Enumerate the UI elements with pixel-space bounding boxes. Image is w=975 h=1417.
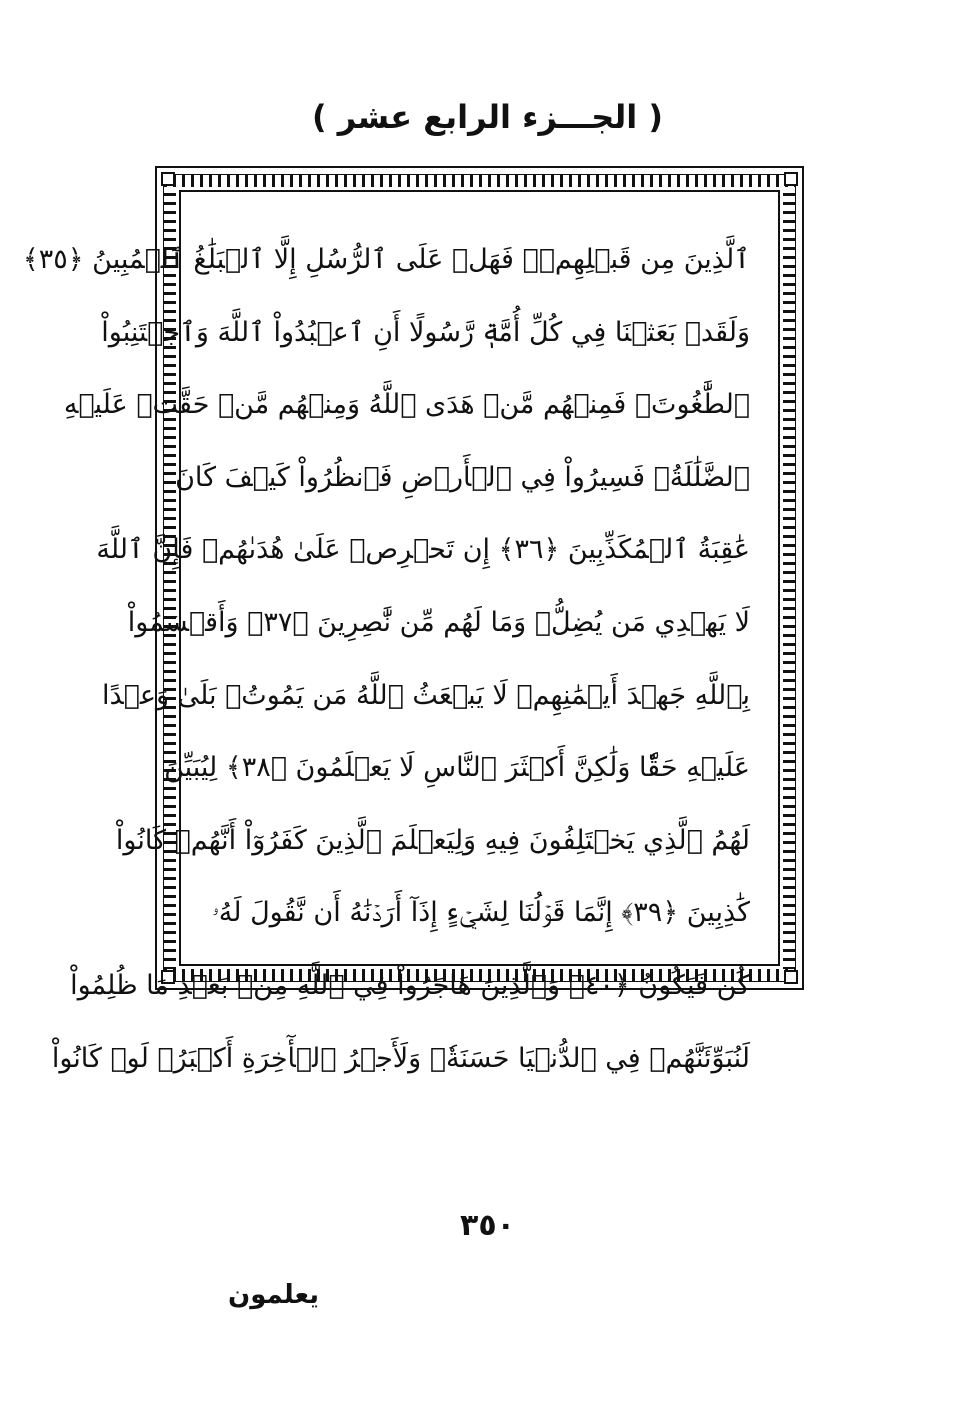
- page-number: ٣٥٠: [460, 1208, 515, 1243]
- page-frame: [22, 166, 804, 1074]
- verse-line: ٱلضَّلَٰلَةُۚ فَسِيرُواْ فِي ٱلۡأَرۡضِ فَٱنظُرُواْ كَيۡفَ كَانَ: [175, 461, 750, 493]
- frame-corner-top-right: [784, 172, 798, 186]
- verse-line: كُن فَيَكُونُ ﴿٤٠﴾ وَٱلَّذِينَ هَاجَرُواْ فِي ٱللَّهِ مِنۢ بَعۡدِ مَا ظُلِمُواْ: [70, 969, 750, 1001]
- page-header: ( الجـــزء الرابع عشر ): [312, 98, 663, 136]
- verse-line: عَٰقِبَةُ ٱلۡمُكَذِّبِينَ ﴿٣٦﴾ إِن تَحۡرِصۡ عَلَىٰ هُدَىٰهُمۡ فَإِنَّ ٱللَّهَ: [96, 534, 750, 566]
- verse-line: كَٰذِبِينَ ﴿٣٩﴾ إِنَّمَا قَوۡلُنَا لِشَيۡءٍ إِذَآ أَرَدۡنَٰهُ أَن نَّقُولَ لَهُۥ: [212, 897, 750, 929]
- verse-line: عَلَيۡهِ حَقّٗا وَلَٰكِنَّ أَكۡثَرَ ٱلنَّاسِ لَا يَعۡلَمُونَ ﴿٣٨﴾ لِيُبَيِّنَ: [164, 752, 750, 784]
- verse-line: ٱلطَّٰغُوتَۖ فَمِنۡهُم مَّنۡ هَدَى ٱللَّهُ وَمِنۡهُم مَّنۡ حَقَّتۡ عَلَيۡهِ: [63, 389, 750, 421]
- verse-text-block: [22, 224, 750, 1095]
- verse-line: لَنُبَوِّئَنَّهُمۡ فِي ٱلدُّنۡيَا حَسَنَةٗۖ وَلَأَجۡرُ ٱلۡأٓخِرَةِ أَكۡبَرُۚ لَوۡ كَانُواْ: [51, 1042, 750, 1074]
- frame-corner-bottom-right: [784, 970, 798, 984]
- verse-line: بِٱللَّهِ جَهۡدَ أَيۡمَٰنِهِمۡ لَا يَبۡعَثُ ٱللَّهُ مَن يَمُوتُۚ بَلَىٰ وَعۡدًا: [101, 679, 750, 711]
- verse-line: ٱلَّذِينَ مِن قَبۡلِهِمۡۚ فَهَلۡ عَلَى ٱلرُّسُلِ إِلَّا ٱلۡبَلَٰغُ ٱلۡمُبِينُ ﴿٣٥﴾: [22, 244, 750, 275]
- verse-line: وَلَقَدۡ بَعَثۡنَا فِي كُلِّ أُمَّةٖ رَّسُولًا أَنِ ٱعۡبُدُواْ ٱللَّهَ وَٱجۡتَنِبُواْ: [101, 316, 750, 348]
- verse-line: لَا يَهۡدِي مَن يُضِلُّۖ وَمَا لَهُم مِّن نَّٰصِرِينَ ﴿٣٧﴾ وَأَقۡسَمُواْ: [127, 606, 750, 638]
- frame-corner-top-left: [161, 172, 175, 186]
- verse-line: لَهُمُ ٱلَّذِي يَخۡتَلِفُونَ فِيهِ وَلِيَعۡلَمَ ٱلَّذِينَ كَفَرُوٓاْ أَنَّهُمۡ كَانُواْ: [115, 824, 750, 856]
- catchword: يعلمون: [228, 1280, 319, 1310]
